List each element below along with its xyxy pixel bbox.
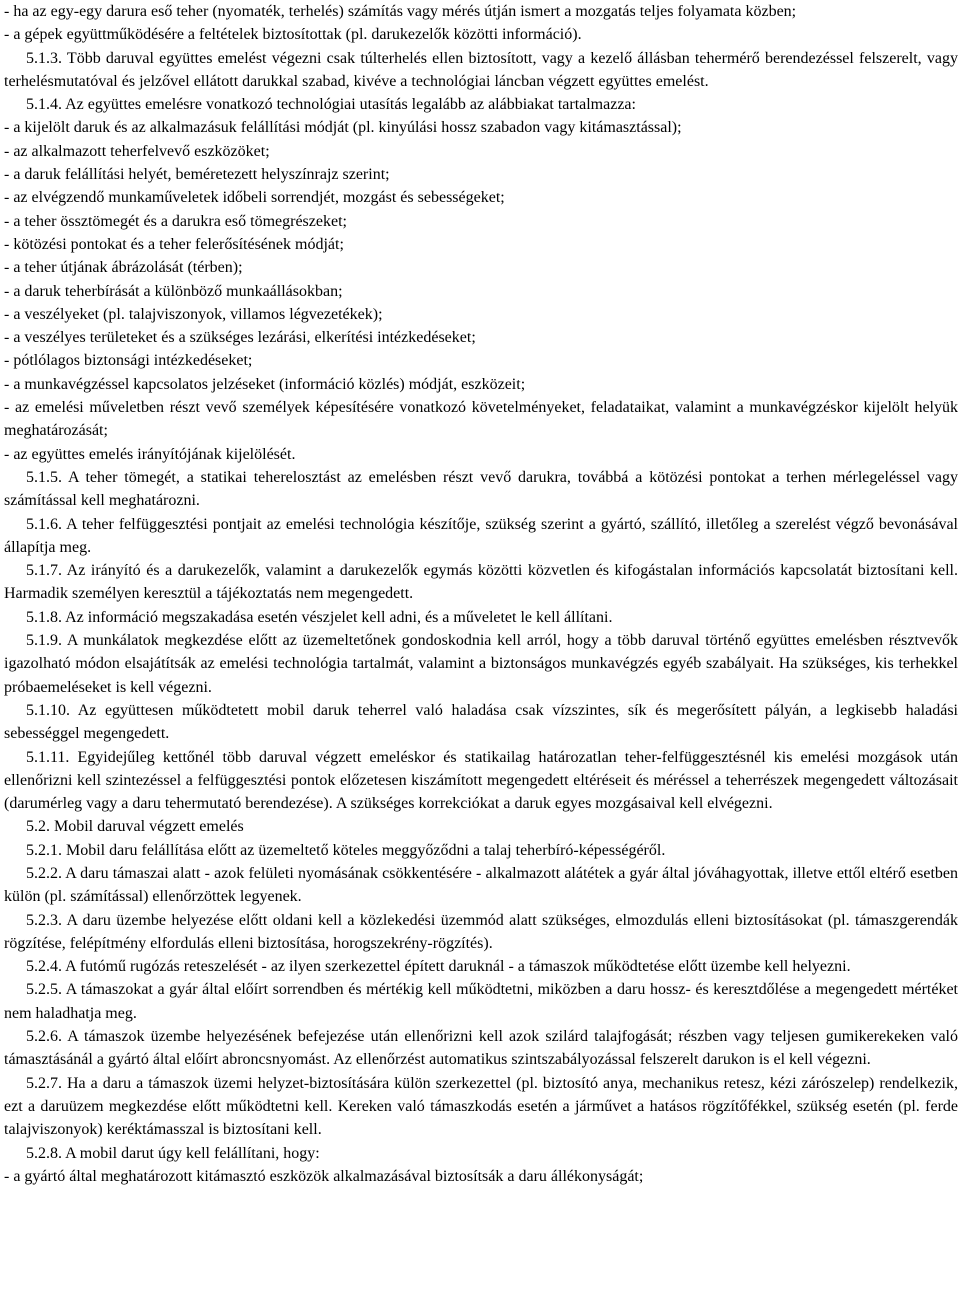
paragraph: - a veszélyes területeket és a szükséges lezárási, elkerítési intézkedéseket; xyxy=(4,329,476,347)
paragraph: - az emelési műveletben részt vevő személyek képesítésére vonatkozó követelményeket, feladataikat, valamint a munkavégzéskor kijelölt helyük meghatározását; xyxy=(4,399,958,440)
paragraph: 5.2.5. A támaszokat a gyár által előírt sorrendben és mértékig kell működtetni, miközben a daru hossz- és keresztdőlése a megengedett mértéket nem haladhatja meg. xyxy=(4,981,958,1022)
paragraph: 5.1.7. Az irányító és a darukezelők, valamint a darukezelők egymás közötti közvetlen és kifogástalan információs kapcsolatát biztosítani kell. Harmadik személyen keresztül a tájékoztatás nem megengedett. xyxy=(4,562,958,603)
paragraph: 5.1.5. A teher tömegét, a statikai teherelosztást az emelésben részt vevő darukra, továbbá a kötözési pontokat a terhen mérlegeléssel vagy számítással kell meghatározni. xyxy=(4,468,958,510)
paragraph: 5.2.3. A daru üzembe helyezése előtt oldani kell a közlekedési üzemmód alatt szükséges, elmozdulás elleni biztosításokat (pl. támaszgerendák rögzítése, felépítmény elfordulás elleni biztosítása, horogszekrény-rögzítés). xyxy=(4,911,958,952)
paragraph: - a veszélyeket (pl. talajviszonyok, villamos légvezetékek); xyxy=(4,305,383,323)
paragraph: 5.1.10. Az együttesen működtetett mobil daruk teherrel való haladása csak vízszintes, sík és megerősített pályán, a legkisebb haladási sebességgel megengedett. xyxy=(4,701,958,743)
paragraph: 5.1.4. Az együttes emelésre vonatkozó technológiai utasítás legalább az alábbiakat tartalmazza: xyxy=(26,96,636,114)
paragraph: 5.1.3. Több daruval együttes emelést végezni csak túlterhelés ellen biztosított, vagy a kezelő állásban tehermérő berendezéssel felszerelt, vagy terhelésmutatóval és jelzővel ellátott darukkal szabad, kivéve a technológiai láncban végzett együttes emelést. xyxy=(4,49,958,90)
paragraph: 5.1.8. Az információ megszakadása esetén vészjelet kell adni, és a műveletet le kell állítani. xyxy=(26,608,613,626)
paragraph: - a munkavégzéssel kapcsolatos jelzéseket (információ közlés) módját, eszközeit; xyxy=(4,375,526,393)
paragraph: - az alkalmazott teherfelvevő eszközöket; xyxy=(4,142,270,160)
paragraph: 5.2. Mobil daruval végzett emelés xyxy=(26,818,244,836)
paragraph: 5.2.7. Ha a daru a támaszok üzemi helyzet-biztosítására külön szerkezettel (pl. biztosító anya, mechanikus retesz, kézi zárószelep) rendelkezik, ezt a daruüzem megkezdése előtt működtetni kell. Kereken való támaszkodás esetén a járművet a hatásos rögzítőfékkel, szükség esetén (pl. ferde talajviszonyok) keréktámasszal is biztosítani kell. xyxy=(4,1074,958,1139)
paragraph: - pótlólagos biztonsági intézkedéseket; xyxy=(4,352,253,370)
paragraph: 5.1.11. Egyidejűleg kettőnél több daruval végzett emeléskor és statikailag határozatlan teher-felfüggesztésnél kis emelési mozgások után ellenőrizni kell szintezéssel a felfüggesztési pontok előzetesen kiszámított megengedett eltéréseit és méréssel a teherrészek megengedett változásait (darumérleg vagy a daru tehermutató berendezése). A szükséges korrekciókat a daruk egyes mozgásaival kell elvégezni. xyxy=(4,748,958,813)
paragraph: - a daruk felállítási helyét, beméretezett helyszínrajz szerint; xyxy=(4,166,390,184)
paragraph: - az elvégzendő munkaműveletek időbeli sorrendjét, mozgást és sebességeket; xyxy=(4,189,505,207)
paragraph: - a kijelölt daruk és az alkalmazásuk felállítási módját (pl. kinyúlási hossz szabadon vagy kitámasztással); xyxy=(4,119,682,137)
paragraph: 5.2.4. A futómű rugózás reteszelését - az ilyen szerkezettel épített daruknál - a támaszok működtetése előtt üzembe kell helyezni. xyxy=(26,958,851,976)
paragraph: - a daruk teherbírását a különböző munkaállásokban; xyxy=(4,282,343,300)
paragraph: 5.2.2. A daru támaszai alatt - azok felületi nyomásának csökkentésére - alkalmazott alátétek a gyár által jóváhagyottak, illetve ettől eltérő esetben külön (pl. számítással) ellenőrzöttek legyenek. xyxy=(4,864,958,906)
paragraph: 5.2.6. A támaszok üzembe helyezésének befejezése után ellenőrizni kell azok szilárd talajfogását; részben vagy teljesen gumikerekeken való támasztásánál a gyártó által előírt abroncsnyomást. Az ellenőrzést automatikus szintszabályozással felszerelt darukon is el kell végezni. xyxy=(4,1028,958,1069)
paragraph: - a teher össztömegét és a darukra eső tömegrészeket; xyxy=(4,212,347,230)
paragraph: - a gyártó által meghatározott kitámasztó eszközök alkalmazásával biztosítsák a daru állékonyságát; xyxy=(4,1167,644,1185)
paragraph: 5.2.1. Mobil daru felállítása előtt az üzemeltető köteles meggyőződni a talaj teherbíró-képességéről. xyxy=(26,841,666,859)
paragraph: - az együttes emelés irányítójának kijelölését. xyxy=(4,445,296,463)
paragraph: 5.1.6. A teher felfüggesztési pontjait az emelési technológia készítője, szükség szerint a gyártó, szállító, illetőleg a szerelést végző bevonásával állapítja meg. xyxy=(4,515,958,556)
paragraph: - a teher útjának ábrázolását (térben); xyxy=(4,259,243,277)
paragraph: 5.1.9. A munkálatok megkezdése előtt az üzemeltetőnek gondoskodnia kell arról, hogy a több daruval történő együttes emelésben résztvevők igazolható módon elsajátítsák az emelési technológia tartalmát, valamint a biztonságos munkavégzés egyéb szabályait. Ha szükséges, kis terhekkel próbaemeléseket is kell végezni. xyxy=(4,632,958,696)
paragraph: - a gépek együttműködésére a feltételek biztosítottak (pl. darukezelők közötti információ). xyxy=(4,26,582,44)
paragraph: - kötözési pontokat és a teher felerősítésének módját; xyxy=(4,235,344,253)
paragraph: 5.2.8. A mobil darut úgy kell felállítani, hogy: xyxy=(26,1144,320,1162)
paragraph: - ha az egy-egy darura eső teher (nyomaték, terhelés) számítás vagy mérés útján ismert a mozgatás teljes folyamata közben; xyxy=(4,3,797,20)
